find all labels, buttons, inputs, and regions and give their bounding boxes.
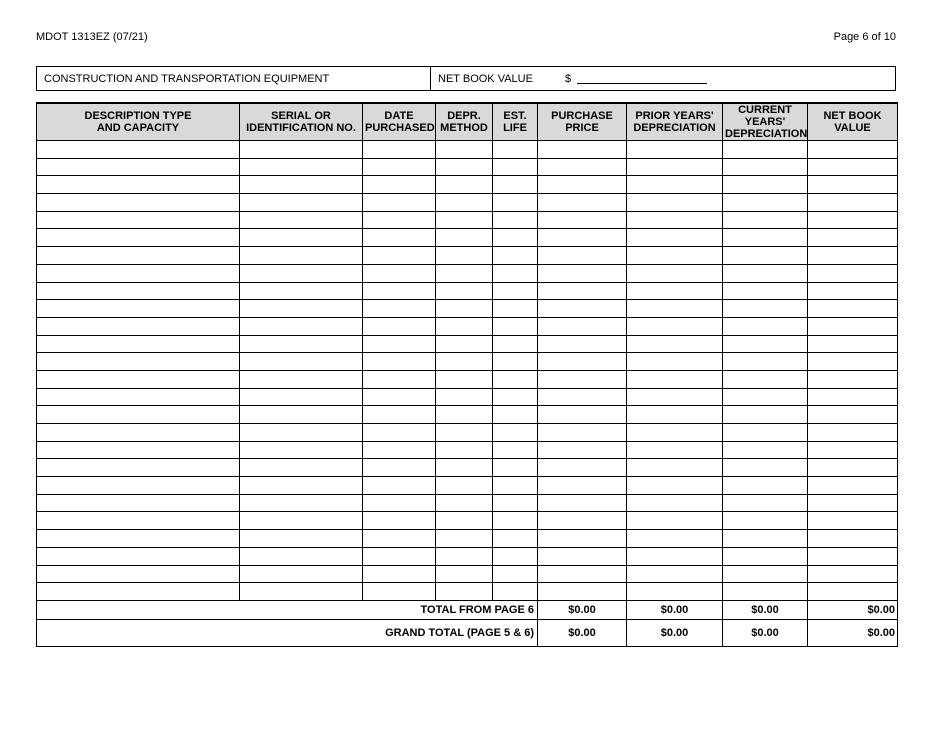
table-cell[interactable] xyxy=(627,424,723,442)
table-cell[interactable] xyxy=(363,406,436,424)
table-cell[interactable] xyxy=(436,388,493,406)
table-cell[interactable] xyxy=(363,583,436,601)
table-cell[interactable] xyxy=(37,211,240,229)
table-cell[interactable] xyxy=(37,300,240,318)
table-cell[interactable] xyxy=(723,424,808,442)
table-cell[interactable] xyxy=(538,459,627,477)
table-cell[interactable] xyxy=(627,565,723,583)
table-cell[interactable] xyxy=(37,282,240,300)
table-cell[interactable] xyxy=(538,335,627,353)
table-cell[interactable] xyxy=(493,370,538,388)
table-cell[interactable] xyxy=(493,424,538,442)
table-cell[interactable] xyxy=(723,335,808,353)
table-cell[interactable] xyxy=(723,406,808,424)
table-cell[interactable] xyxy=(436,300,493,318)
table-cell[interactable] xyxy=(363,547,436,565)
table-row xyxy=(37,459,898,477)
table-cell[interactable] xyxy=(363,176,436,194)
table-cell[interactable] xyxy=(808,512,898,530)
table-cell[interactable] xyxy=(808,335,898,353)
table-cell[interactable] xyxy=(808,370,898,388)
table-cell[interactable] xyxy=(723,370,808,388)
table-cell[interactable] xyxy=(808,565,898,583)
net-book-value-total[interactable]: $0.00 xyxy=(808,600,898,619)
table-cell[interactable] xyxy=(723,282,808,300)
table-cell[interactable] xyxy=(436,176,493,194)
table-cell[interactable] xyxy=(493,211,538,229)
table-cell[interactable] xyxy=(37,176,240,194)
table-cell[interactable] xyxy=(723,441,808,459)
table-body xyxy=(37,141,898,647)
column-header: EST. LIFE xyxy=(493,103,538,141)
table-row xyxy=(37,211,898,229)
table-cell[interactable] xyxy=(363,512,436,530)
table-cell[interactable] xyxy=(723,264,808,282)
table-row xyxy=(37,194,898,212)
table-cell[interactable] xyxy=(723,300,808,318)
table-cell[interactable] xyxy=(493,530,538,548)
table-cell[interactable] xyxy=(627,141,723,159)
table-cell[interactable] xyxy=(723,247,808,265)
table-row xyxy=(37,335,898,353)
table-row xyxy=(37,424,898,442)
table-cell[interactable] xyxy=(37,264,240,282)
table-cell[interactable] xyxy=(808,441,898,459)
table-cell[interactable] xyxy=(493,335,538,353)
table-row xyxy=(37,441,898,459)
table-cell[interactable] xyxy=(627,317,723,335)
table-row xyxy=(37,512,898,530)
table-row xyxy=(37,141,898,159)
table-cell[interactable] xyxy=(363,530,436,548)
total-row xyxy=(37,600,898,619)
table-cell[interactable] xyxy=(240,211,363,229)
table-cell[interactable] xyxy=(493,477,538,495)
table-cell[interactable] xyxy=(627,300,723,318)
table-cell[interactable] xyxy=(37,388,240,406)
table-row xyxy=(37,494,898,512)
table-cell[interactable] xyxy=(808,176,898,194)
table-cell[interactable] xyxy=(627,176,723,194)
table-cell[interactable] xyxy=(363,494,436,512)
table-row xyxy=(37,477,898,495)
table-cell[interactable] xyxy=(723,512,808,530)
blank-cell xyxy=(37,619,363,646)
table-cell[interactable] xyxy=(538,229,627,247)
net-book-value-label: NET BOOK VALUE xyxy=(438,73,533,85)
table-cell[interactable] xyxy=(363,141,436,159)
page-number: Page 6 of 10 xyxy=(833,31,896,43)
table-cell[interactable] xyxy=(627,477,723,495)
table-cell[interactable] xyxy=(538,530,627,548)
table-cell[interactable] xyxy=(723,565,808,583)
table-cell[interactable] xyxy=(723,158,808,176)
table-cell[interactable] xyxy=(493,282,538,300)
table-row xyxy=(37,247,898,265)
table-cell[interactable] xyxy=(436,547,493,565)
table-cell[interactable] xyxy=(723,211,808,229)
table-cell[interactable] xyxy=(808,547,898,565)
table-cell[interactable] xyxy=(493,229,538,247)
table-cell[interactable] xyxy=(436,459,493,477)
table-cell[interactable] xyxy=(808,141,898,159)
table-cell[interactable] xyxy=(493,176,538,194)
table-cell[interactable] xyxy=(808,247,898,265)
table-cell[interactable] xyxy=(493,512,538,530)
table-cell[interactable] xyxy=(808,583,898,601)
table-row xyxy=(37,388,898,406)
table-cell[interactable] xyxy=(436,565,493,583)
table-cell[interactable] xyxy=(240,512,363,530)
table-cell[interactable] xyxy=(37,353,240,371)
table-cell[interactable] xyxy=(37,229,240,247)
table-cell[interactable] xyxy=(37,158,240,176)
table-cell[interactable] xyxy=(493,264,538,282)
table-cell[interactable] xyxy=(436,583,493,601)
table-cell[interactable] xyxy=(37,547,240,565)
table-cell[interactable] xyxy=(627,494,723,512)
table-cell[interactable] xyxy=(37,335,240,353)
table-cell[interactable] xyxy=(538,176,627,194)
table-row xyxy=(37,282,898,300)
dollar-sign: $ xyxy=(565,73,572,85)
table-cell[interactable] xyxy=(240,229,363,247)
table-cell[interactable] xyxy=(808,300,898,318)
table-cell[interactable] xyxy=(363,317,436,335)
table-cell[interactable] xyxy=(240,388,363,406)
table-cell[interactable] xyxy=(240,565,363,583)
table-cell[interactable] xyxy=(538,300,627,318)
table-cell[interactable] xyxy=(538,565,627,583)
table-cell[interactable] xyxy=(808,477,898,495)
table-cell[interactable] xyxy=(436,512,493,530)
table-cell[interactable] xyxy=(240,583,363,601)
table-row xyxy=(37,583,898,601)
total-label: TOTAL FROM PAGE 6 xyxy=(363,600,538,619)
table-cell[interactable] xyxy=(627,406,723,424)
table-cell[interactable] xyxy=(493,300,538,318)
table-cell[interactable] xyxy=(723,459,808,477)
table-cell[interactable] xyxy=(363,353,436,371)
table-cell[interactable] xyxy=(808,406,898,424)
table-cell[interactable] xyxy=(363,441,436,459)
table-cell[interactable] xyxy=(240,141,363,159)
table-cell[interactable] xyxy=(723,176,808,194)
table-cell[interactable] xyxy=(808,424,898,442)
table-cell[interactable] xyxy=(240,300,363,318)
table-cell[interactable] xyxy=(493,158,538,176)
table-row xyxy=(37,353,898,371)
table-cell[interactable] xyxy=(627,353,723,371)
table-cell[interactable] xyxy=(436,264,493,282)
table-cell[interactable] xyxy=(808,194,898,212)
table-cell[interactable] xyxy=(240,353,363,371)
table-cell[interactable] xyxy=(627,547,723,565)
table-cell[interactable] xyxy=(37,565,240,583)
table-cell[interactable] xyxy=(493,583,538,601)
table-row xyxy=(37,176,898,194)
table-cell[interactable] xyxy=(627,388,723,406)
table-cell[interactable] xyxy=(37,530,240,548)
table-cell[interactable] xyxy=(436,530,493,548)
table-cell[interactable] xyxy=(240,247,363,265)
table-cell[interactable] xyxy=(538,547,627,565)
table-cell[interactable] xyxy=(240,370,363,388)
table-cell[interactable] xyxy=(723,317,808,335)
table-cell[interactable] xyxy=(493,388,538,406)
table-cell[interactable] xyxy=(37,141,240,159)
table-cell[interactable] xyxy=(363,229,436,247)
section-header-box xyxy=(36,66,896,91)
table-cell[interactable] xyxy=(436,441,493,459)
table-cell[interactable] xyxy=(436,335,493,353)
table-cell[interactable] xyxy=(723,353,808,371)
table-header-row xyxy=(37,103,898,141)
table-cell[interactable] xyxy=(240,317,363,335)
section-divider xyxy=(430,67,431,90)
current-years-depreciation-total[interactable]: $0.00 xyxy=(723,600,808,619)
table-cell[interactable] xyxy=(363,459,436,477)
table-cell[interactable] xyxy=(538,317,627,335)
table-cell[interactable] xyxy=(37,424,240,442)
table-cell[interactable] xyxy=(436,317,493,335)
table-cell[interactable] xyxy=(37,441,240,459)
column-header: DATE PURCHASED xyxy=(363,103,436,141)
table-cell[interactable] xyxy=(240,176,363,194)
table-cell[interactable] xyxy=(538,194,627,212)
table-cell[interactable] xyxy=(363,211,436,229)
table-cell[interactable] xyxy=(240,530,363,548)
table-cell[interactable] xyxy=(627,441,723,459)
table-cell[interactable] xyxy=(627,211,723,229)
table-cell[interactable] xyxy=(538,370,627,388)
table-cell[interactable] xyxy=(808,282,898,300)
table-cell[interactable] xyxy=(240,282,363,300)
table-cell[interactable] xyxy=(808,494,898,512)
prior-years-depreciation-total[interactable]: $0.00 xyxy=(627,619,723,646)
table-cell[interactable] xyxy=(363,247,436,265)
table-cell[interactable] xyxy=(808,264,898,282)
table-cell[interactable] xyxy=(808,211,898,229)
column-header: DEPR. METHOD xyxy=(436,103,493,141)
table-cell[interactable] xyxy=(627,158,723,176)
table-cell[interactable] xyxy=(538,353,627,371)
table-cell[interactable] xyxy=(493,247,538,265)
column-header: PRIOR YEARS' DEPRECIATION xyxy=(627,103,723,141)
current-years-depreciation-total[interactable]: $0.00 xyxy=(723,619,808,646)
table-cell[interactable] xyxy=(436,282,493,300)
table-cell[interactable] xyxy=(493,459,538,477)
column-header: CURRENT YEARS' DEPRECIATION xyxy=(723,103,808,141)
table-cell[interactable] xyxy=(363,194,436,212)
table-cell[interactable] xyxy=(538,388,627,406)
table-cell[interactable] xyxy=(493,406,538,424)
table-row xyxy=(37,565,898,583)
table-cell[interactable] xyxy=(37,477,240,495)
column-header: SERIAL OR IDENTIFICATION NO. xyxy=(240,103,363,141)
net-book-value-total[interactable]: $0.00 xyxy=(808,619,898,646)
table-cell[interactable] xyxy=(436,424,493,442)
table-row xyxy=(37,547,898,565)
table-cell[interactable] xyxy=(436,494,493,512)
table-cell[interactable] xyxy=(538,583,627,601)
table-cell[interactable] xyxy=(363,335,436,353)
table-cell[interactable] xyxy=(240,424,363,442)
table-cell[interactable] xyxy=(436,247,493,265)
table-cell[interactable] xyxy=(240,406,363,424)
table-cell[interactable] xyxy=(37,194,240,212)
table-cell[interactable] xyxy=(538,512,627,530)
table-cell[interactable] xyxy=(538,477,627,495)
table-cell[interactable] xyxy=(37,583,240,601)
section-title: CONSTRUCTION AND TRANSPORTATION EQUIPMENT xyxy=(44,73,330,85)
table-cell[interactable] xyxy=(538,406,627,424)
table-cell[interactable] xyxy=(808,388,898,406)
table-cell[interactable] xyxy=(363,300,436,318)
table-cell[interactable] xyxy=(723,229,808,247)
grand-total-row xyxy=(37,619,898,646)
table-row xyxy=(37,158,898,176)
table-cell[interactable] xyxy=(37,317,240,335)
table-cell[interactable] xyxy=(363,424,436,442)
table-cell[interactable] xyxy=(627,512,723,530)
table-cell[interactable] xyxy=(723,388,808,406)
table-cell[interactable] xyxy=(493,141,538,159)
table-cell[interactable] xyxy=(240,477,363,495)
table-row xyxy=(37,530,898,548)
purchase-price-total[interactable]: $0.00 xyxy=(538,619,627,646)
table-cell[interactable] xyxy=(436,406,493,424)
table-cell[interactable] xyxy=(808,530,898,548)
table-row xyxy=(37,229,898,247)
net-book-value-input[interactable] xyxy=(577,71,707,84)
table-cell[interactable] xyxy=(493,441,538,459)
table-cell[interactable] xyxy=(538,247,627,265)
table-cell[interactable] xyxy=(37,406,240,424)
total-label: GRAND TOTAL (PAGE 5 & 6) xyxy=(363,619,538,646)
table-cell[interactable] xyxy=(723,530,808,548)
table-cell[interactable] xyxy=(723,477,808,495)
table-cell[interactable] xyxy=(538,141,627,159)
table-cell[interactable] xyxy=(627,229,723,247)
table-cell[interactable] xyxy=(627,370,723,388)
table-cell[interactable] xyxy=(808,459,898,477)
table-cell[interactable] xyxy=(723,547,808,565)
table-cell[interactable] xyxy=(240,194,363,212)
table-cell[interactable] xyxy=(493,565,538,583)
table-cell[interactable] xyxy=(808,353,898,371)
table-cell[interactable] xyxy=(538,211,627,229)
table-cell[interactable] xyxy=(436,194,493,212)
table-cell[interactable] xyxy=(538,441,627,459)
table-cell[interactable] xyxy=(627,530,723,548)
column-header: NET BOOK VALUE xyxy=(808,103,898,141)
table-row xyxy=(37,300,898,318)
table-cell[interactable] xyxy=(240,264,363,282)
column-header: PURCHASE PRICE xyxy=(538,103,627,141)
table-cell[interactable] xyxy=(436,141,493,159)
table-cell[interactable] xyxy=(240,459,363,477)
table-cell[interactable] xyxy=(363,565,436,583)
table-cell[interactable] xyxy=(493,317,538,335)
table-cell[interactable] xyxy=(363,158,436,176)
table-cell[interactable] xyxy=(723,583,808,601)
table-cell[interactable] xyxy=(808,317,898,335)
table-cell[interactable] xyxy=(240,335,363,353)
table-cell[interactable] xyxy=(723,494,808,512)
equipment-table xyxy=(36,102,898,647)
table-cell[interactable] xyxy=(240,494,363,512)
table-row xyxy=(37,317,898,335)
table-cell[interactable] xyxy=(436,211,493,229)
table-cell[interactable] xyxy=(363,264,436,282)
table-cell[interactable] xyxy=(538,424,627,442)
table-cell[interactable] xyxy=(37,370,240,388)
table-cell[interactable] xyxy=(538,158,627,176)
prior-years-depreciation-total[interactable]: $0.00 xyxy=(627,600,723,619)
table-cell[interactable] xyxy=(363,388,436,406)
table-cell[interactable] xyxy=(493,547,538,565)
table-cell[interactable] xyxy=(493,494,538,512)
table-cell[interactable] xyxy=(493,194,538,212)
table-cell[interactable] xyxy=(627,282,723,300)
table-cell[interactable] xyxy=(363,477,436,495)
table-row xyxy=(37,406,898,424)
table-cell[interactable] xyxy=(538,264,627,282)
purchase-price-total[interactable]: $0.00 xyxy=(538,600,627,619)
table-cell[interactable] xyxy=(627,247,723,265)
table-cell[interactable] xyxy=(37,494,240,512)
table-cell[interactable] xyxy=(436,477,493,495)
table-row xyxy=(37,264,898,282)
table-row xyxy=(37,370,898,388)
table-cell[interactable] xyxy=(538,494,627,512)
table-cell[interactable] xyxy=(436,353,493,371)
table-cell[interactable] xyxy=(37,459,240,477)
table-cell[interactable] xyxy=(538,282,627,300)
table-cell[interactable] xyxy=(627,583,723,601)
table-cell[interactable] xyxy=(436,158,493,176)
table-cell[interactable] xyxy=(37,512,240,530)
table-cell[interactable] xyxy=(240,547,363,565)
table-cell[interactable] xyxy=(808,229,898,247)
table-cell[interactable] xyxy=(493,353,538,371)
table-cell[interactable] xyxy=(723,141,808,159)
table-cell[interactable] xyxy=(723,194,808,212)
table-cell[interactable] xyxy=(363,370,436,388)
table-cell[interactable] xyxy=(240,158,363,176)
table-cell[interactable] xyxy=(436,370,493,388)
form-id: MDOT 1313EZ (07/21) xyxy=(36,31,148,43)
table-cell[interactable] xyxy=(808,158,898,176)
table-cell[interactable] xyxy=(37,247,240,265)
table-cell[interactable] xyxy=(363,282,436,300)
column-header: DESCRIPTION TYPE AND CAPACITY xyxy=(37,103,240,141)
table-cell[interactable] xyxy=(240,441,363,459)
blank-cell xyxy=(37,600,363,619)
table-cell[interactable] xyxy=(627,335,723,353)
table-cell[interactable] xyxy=(627,194,723,212)
table-cell[interactable] xyxy=(627,264,723,282)
table-cell[interactable] xyxy=(436,229,493,247)
table-cell[interactable] xyxy=(627,459,723,477)
